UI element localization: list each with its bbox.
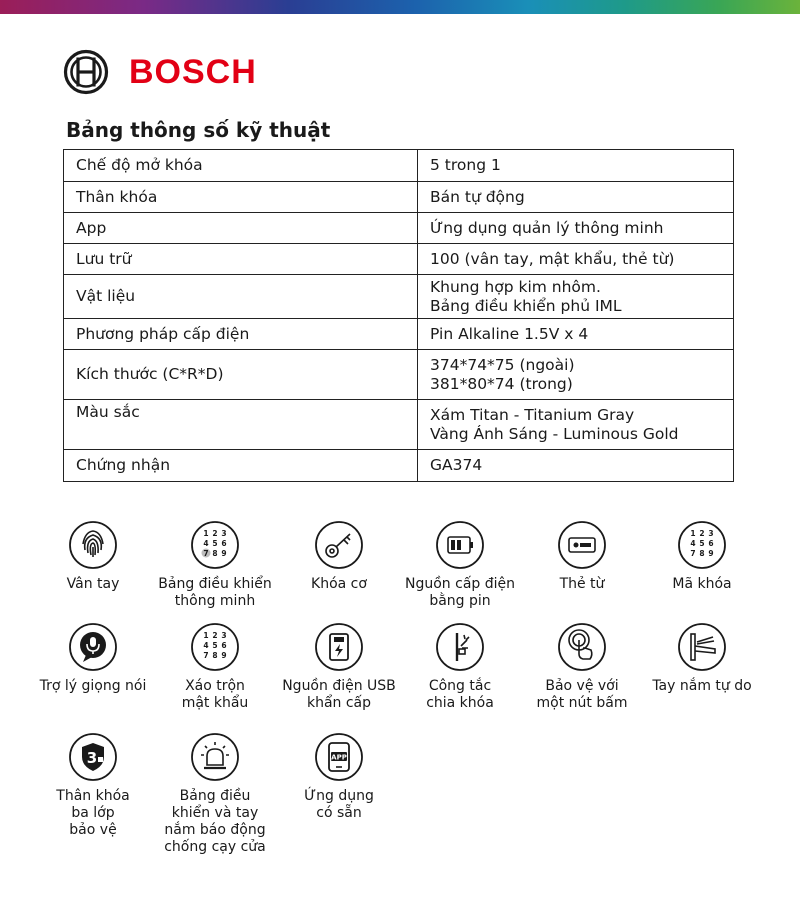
card-icon bbox=[557, 520, 607, 570]
triple-shield-icon bbox=[68, 732, 118, 782]
feature-item bbox=[28, 520, 158, 593]
svg-text:4: 4 bbox=[203, 641, 209, 650]
svg-text:5: 5 bbox=[212, 539, 218, 548]
feature-item bbox=[150, 520, 280, 610]
spec-label: Vật liệu bbox=[64, 275, 418, 319]
feature-label: Bảng điều khiển và tay nắm báo động chống cạy cửa bbox=[164, 788, 266, 855]
spec-row bbox=[64, 150, 734, 182]
spec-value-line: 5 trong 1 bbox=[430, 156, 501, 174]
spec-label: Thân khóa bbox=[64, 182, 418, 213]
feature-label: Xáo trộn mật khẩu bbox=[181, 678, 249, 711]
feature-label: Bảng điều khiển thông minh bbox=[158, 576, 272, 609]
svg-text:3: 3 bbox=[221, 631, 227, 640]
feature-item bbox=[274, 622, 404, 712]
spec-value-line: Ứng dụng quản lý thông minh bbox=[430, 218, 664, 237]
spec-value bbox=[418, 400, 734, 450]
feature-item bbox=[150, 622, 280, 712]
svg-text:8: 8 bbox=[699, 549, 705, 558]
fingerprint-icon bbox=[68, 520, 118, 570]
svg-text:1: 1 bbox=[203, 529, 209, 538]
keypad-icon bbox=[677, 520, 727, 570]
spec-value-line: GA374 bbox=[430, 456, 483, 474]
feature-label: Nguồn điện USB khẩn cấp bbox=[282, 678, 396, 711]
feature-item bbox=[395, 622, 525, 712]
svg-text:9: 9 bbox=[221, 651, 227, 660]
spec-label: Lưu trữ bbox=[64, 244, 418, 275]
spec-value bbox=[418, 213, 734, 244]
spec-value bbox=[418, 275, 734, 319]
feature-label: Trợ lý giọng nói bbox=[39, 678, 147, 694]
spec-label: Chế độ mở khóa bbox=[64, 150, 418, 182]
spec-row bbox=[64, 213, 734, 244]
usb-icon bbox=[314, 622, 364, 672]
spec-value-line: Xám Titan - Titanium Gray bbox=[430, 405, 635, 424]
spec-table bbox=[63, 149, 734, 482]
svg-text:9: 9 bbox=[708, 549, 714, 558]
alarm-icon bbox=[190, 732, 240, 782]
svg-text:1: 1 bbox=[690, 529, 696, 538]
voice-assistant-icon bbox=[68, 622, 118, 672]
spec-row bbox=[64, 182, 734, 213]
svg-text:1: 1 bbox=[203, 631, 209, 640]
svg-text:3: 3 bbox=[86, 749, 98, 767]
spec-value bbox=[418, 350, 734, 400]
spec-row bbox=[64, 319, 734, 350]
spec-title: Bảng thông số kỹ thuật bbox=[66, 118, 331, 142]
svg-text:7: 7 bbox=[203, 651, 209, 660]
app-icon bbox=[314, 732, 364, 782]
spec-row bbox=[64, 244, 734, 275]
feature-item bbox=[274, 732, 404, 822]
svg-text:5: 5 bbox=[699, 539, 705, 548]
svg-text:2: 2 bbox=[212, 529, 218, 538]
feature-label: Công tắc chia khóa bbox=[426, 678, 494, 711]
features-grid bbox=[0, 520, 800, 917]
brand-color-bar bbox=[0, 0, 800, 14]
bosch-armature-icon bbox=[63, 49, 109, 95]
svg-text:6: 6 bbox=[221, 539, 227, 548]
svg-text:8: 8 bbox=[212, 549, 218, 558]
one-button-icon bbox=[557, 622, 607, 672]
spec-value bbox=[418, 450, 734, 482]
feature-label: Mã khóa bbox=[672, 576, 732, 592]
feature-label: Thẻ từ bbox=[559, 576, 605, 592]
svg-text:4: 4 bbox=[690, 539, 696, 548]
feature-item bbox=[28, 732, 158, 839]
feature-item bbox=[637, 520, 767, 593]
svg-text:4: 4 bbox=[203, 539, 209, 548]
brand-wordmark: BOSCH bbox=[129, 53, 257, 91]
feature-label: Nguồn cấp điện bằng pin bbox=[405, 576, 515, 609]
spec-row bbox=[64, 400, 734, 450]
feature-label: Khóa cơ bbox=[311, 576, 367, 592]
spec-row bbox=[64, 450, 734, 482]
spec-value-line: Khung hợp kim nhôm. bbox=[430, 277, 601, 296]
spec-value-line: 374*74*75 (ngoài) bbox=[430, 355, 575, 374]
spec-label: Kích thước (C*R*D) bbox=[64, 350, 418, 400]
spec-value-line: Bảng điều khiển phủ IML bbox=[430, 296, 622, 315]
spec-label: Phương pháp cấp điện bbox=[64, 319, 418, 350]
spec-value-line: 100 (vân tay, mật khẩu, thẻ từ) bbox=[430, 249, 675, 268]
battery-icon bbox=[435, 520, 485, 570]
spec-row bbox=[64, 275, 734, 319]
spec-value bbox=[418, 244, 734, 275]
spec-value bbox=[418, 319, 734, 350]
svg-text:2: 2 bbox=[212, 631, 218, 640]
feature-item bbox=[150, 732, 280, 856]
svg-text:6: 6 bbox=[708, 539, 714, 548]
spec-value-line: Pin Alkaline 1.5V x 4 bbox=[430, 324, 589, 343]
feature-item bbox=[517, 622, 647, 712]
spec-value-line: 381*80*74 (trong) bbox=[430, 374, 573, 393]
svg-text:3: 3 bbox=[708, 529, 714, 538]
svg-text:APP: APP bbox=[331, 753, 347, 762]
svg-text:7: 7 bbox=[690, 549, 696, 558]
svg-text:2: 2 bbox=[699, 529, 705, 538]
keypad-smart-icon bbox=[190, 520, 240, 570]
feature-item bbox=[637, 622, 767, 695]
feature-item bbox=[28, 622, 158, 695]
spec-value-line: Bán tự động bbox=[430, 187, 525, 206]
feature-label: Vân tay bbox=[66, 576, 120, 592]
svg-text:8: 8 bbox=[212, 651, 218, 660]
split-switch-icon bbox=[435, 622, 485, 672]
spec-label: Màu sắc bbox=[64, 400, 418, 450]
spec-label: App bbox=[64, 213, 418, 244]
spec-value bbox=[418, 150, 734, 182]
svg-text:3: 3 bbox=[221, 529, 227, 538]
mechanical-key-icon bbox=[314, 520, 364, 570]
feature-label: Bảo vệ với một nút bấm bbox=[536, 678, 628, 711]
feature-item bbox=[274, 520, 404, 593]
svg-text:6: 6 bbox=[221, 641, 227, 650]
feature-label: Thân khóa ba lớp bảo vệ bbox=[56, 788, 130, 838]
svg-text:5: 5 bbox=[212, 641, 218, 650]
feature-item bbox=[395, 520, 525, 610]
svg-text:7: 7 bbox=[203, 549, 209, 558]
spec-value bbox=[418, 182, 734, 213]
spec-row bbox=[64, 350, 734, 400]
spec-label: Chứng nhận bbox=[64, 450, 418, 482]
spec-value-line: Vàng Ánh Sáng - Luminous Gold bbox=[430, 424, 679, 443]
brand-logo bbox=[63, 49, 257, 95]
feature-label: Tay nắm tự do bbox=[652, 678, 752, 694]
svg-text:9: 9 bbox=[221, 549, 227, 558]
feature-label: Ứng dụng có sẵn bbox=[304, 788, 374, 821]
feature-item bbox=[517, 520, 647, 593]
scramble-keypad-icon bbox=[190, 622, 240, 672]
free-handle-icon bbox=[677, 622, 727, 672]
